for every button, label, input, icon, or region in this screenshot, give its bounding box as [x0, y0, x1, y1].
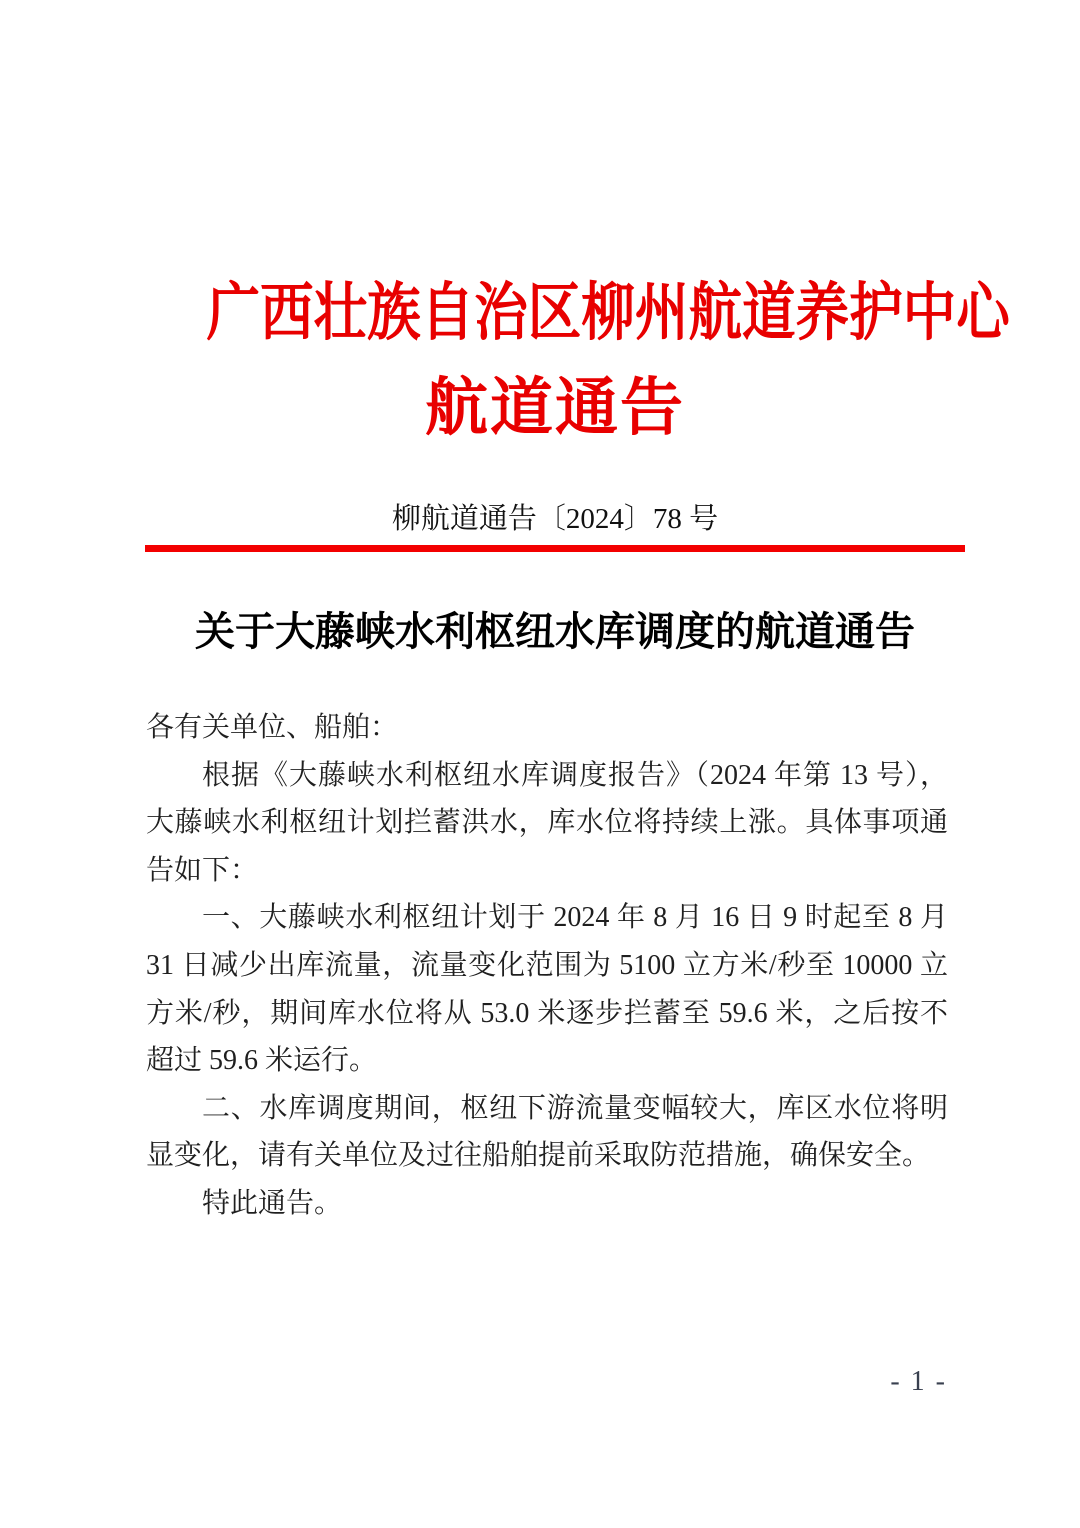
salutation: 各有关单位、船舶：	[146, 712, 399, 743]
org-title-line2: 航道通告	[425, 373, 685, 443]
paragraph-item-1: 一、大藤峡水利枢纽计划于 2024 年 8 月 16 日 9 时起至 8 月 31 日减少出库流量，流量变化范围为 5100 立方米/秒至 10000 立方米/秒，期间库水位将从 53.0 米逐步拦蓄至 59.6 米，之后按不超过 59.6 米运行。	[146, 902, 948, 1077]
closing-line: 特此通告。	[202, 1187, 343, 1219]
red-separator-rule	[145, 545, 965, 552]
document-content	[145, 0, 1010, 1228]
paragraph-intro: 根据《大藤峡水利枢纽水库调度报告》（2024 年第 13 号），大藤峡水利枢纽计划拦蓄洪水，库水位将持续上涨。具体事项通告如下：	[146, 759, 948, 886]
page-number: - 1 -	[890, 1366, 947, 1397]
notice-body	[146, 704, 948, 1228]
org-title-line1: 广西壮族自治区柳州航道养护中心	[206, 278, 1010, 348]
subject-title: 关于大藤峡水利枢纽水库调度的航道通告	[195, 609, 915, 654]
doc-number: 柳航道通告〔2024〕78 号	[391, 503, 719, 535]
paragraph-item-2: 二、水库调度期间，枢纽下游流量变幅较大，库区水位将明显变化，请有关单位及过往船舶提前采取防范措施，确保安全。	[146, 1092, 948, 1172]
org-title	[145, 266, 1010, 456]
